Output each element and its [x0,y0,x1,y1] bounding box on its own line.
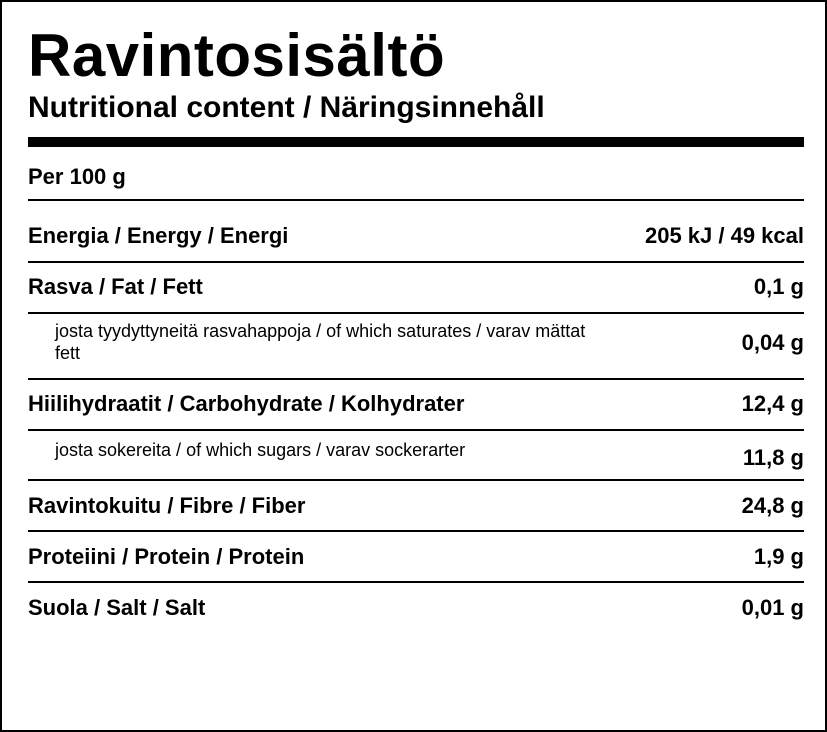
row-divider [28,312,804,314]
row-divider [28,530,804,532]
nutrient-value: 12,4 g [741,391,804,416]
serving-basis: Per 100 g [28,164,126,189]
row-divider [28,378,804,380]
label-title: Ravintosisältö [28,22,446,89]
nutrient-value: 0,01 g [741,595,804,620]
header-divider [28,137,804,147]
table-row-saturates [28,321,804,364]
label-subtitle: Nutritional content / Näringsinnehåll [28,91,545,124]
table-row-sugars [28,440,804,470]
nutrient-name: Rasva / Fat / Fett [28,274,203,299]
nutrient-value: 11,8 g [742,445,804,470]
nutrient-name: josta tyydyttyneitä rasvahappoja / of which saturates / varav mättat fett [55,321,586,363]
nutrient-name: Energia / Energy / Energi [28,223,289,248]
nutrient-value: 24,8 g [741,493,804,518]
nutrient-name: Ravintokuitu / Fibre / Fiber [28,493,306,518]
nutrient-name: Suola / Salt / Salt [28,595,206,620]
table-row-salt [28,596,804,620]
row-divider [28,261,804,263]
nutrient-value: 205 kJ / 49 kcal [644,223,804,248]
nutrient-name: josta sokereita / of which sugars / varav sockerarter [55,440,466,460]
table-row-fibre [28,494,804,518]
nutrient-value: 0,1 g [753,274,804,299]
row-divider [28,429,804,431]
row-divider [28,479,804,481]
row-divider [28,581,804,583]
nutrient-value: 0,04 g [741,329,804,355]
row-divider [28,199,804,201]
nutrient-value: 1,9 g [753,544,804,569]
table-row-fat [28,275,804,299]
nutrient-name: Proteiini / Protein / Protein [28,544,305,569]
table-row-carbohydrate [28,392,804,416]
table-row-protein [28,545,804,569]
table-row-energy [28,224,804,248]
nutrient-name: Hiilihydraatit / Carbohydrate / Kolhydrater [28,391,465,416]
